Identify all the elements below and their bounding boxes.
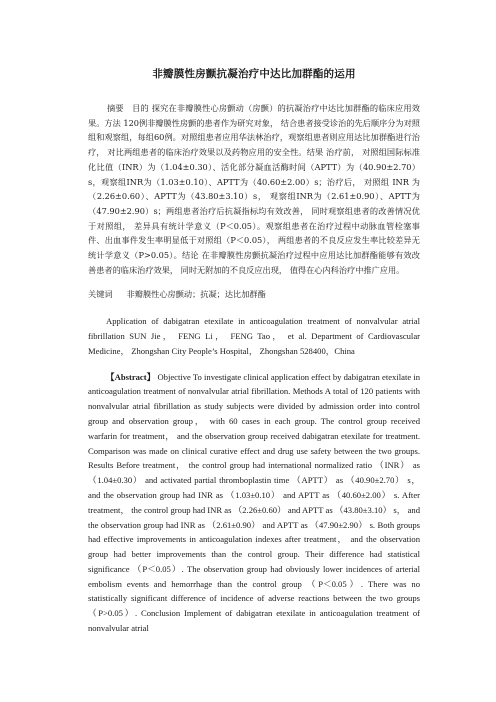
chinese-abstract: 摘要 目的 探究在非瓣膜性心房颤动（房颤）的抗凝治疗中达比加群酯的临床应用效果。方法 120例非瓣膜性房颤的患者作为研究对象， 结合患者接受诊治的先后顺序分为对照组和观察组，每组60例。对照组患者应用华法林治疗，观察组患者则应用达比加群酯进行治疗， 对比两组患者的临床治疗效果以及药物应用的安全性。结果 治疗前， 对照组国际标准化比值（INR）为（1.04±0.30）、活化部分凝血活酶时间（APTT）为（40.90±2.70）s，观察组INR为（1.03±0.10）、APTT为（40.60±2.00）s；治疗后， 对照组 INR 为（2.26±0.60）、APTT为（43.80±3.10）s， 观察组INR为（2.61±0.90）、APTT为（47.90±2.90）s；两组患者治疗后抗凝指标均有效改善， 同时观察组患者的改善情况优于对照组， 差异具有统计学意义（P＜0.05）。观察组患者在治疗过程中动脉血管栓塞事件、出血事件发生率明显低于对照组（P＜0.05）， 两组患者的不良反应发生率比较差异无统计学意义（P>0.05）。结论 在非瓣膜性房颤抗凝治疗过程中应用达比加群酯能够有效改善患者的临床治疗效果， 同时无附加的不良反应出现， 值得在心内科治疗中推广应用。 [88,103,420,275]
keywords-text: 非瓣膜性心房颤动；抗凝；达比加群酯 [126,289,266,300]
document-page [88,0,420,636]
keywords-label: 关键词 [88,289,113,300]
abstract-label: 【Abstract】 [106,371,156,382]
abstract-text: Objective To investigate clinical application effect by dabigatran etexilate in anticoagulation treatment of nonvalvular atrial fibrillation. Methods A total of 120 patients with nonvalvular atrial fibrillation as study subjects were divided by admission order into control group and observation group， with 60 cases in each group. The control group received warfarin for treatment， and the observation group received dabigatran etexilate for treatment. Comparison was made on clinical curative effect and drug use safety between the two groups. Results Before treatment， the control group had international normalized ratio （INR） as （1.04±0.30） and activated partial thromboplastin time （APTT） as （40.90±2.70） s， and the observation group had INR as （1.03±0.10） and APTT as （40.60±2.00） s. After treatment， the control group had INR as （2.26±0.60） and APTT as （43.80±3.10） s， and the observation group had INR as （2.61±0.90） and APTT as （47.90±2.90） s. Both groups had effective improvements in anticoagulation indexes after treatment， and the observation group had better improvements than the control group. Their difference had statistical significance （P＜0.05）. The observation group had obviously lower incidences of arterial embolism events and hemorrhage than the control group （P＜0.05）. There was no statistically significant difference of incidence of adverse reactions between the two groups （P>0.05）. Conclusion Implement of dabigatran etexilate in anticoagulation treatment of nonvalvular atrial [88,371,421,634]
chinese-keywords [88,287,420,302]
english-abstract [88,370,420,636]
english-title-affiliation: Application of dabigatran etexilate in anticoagulation treatment of nonvalvular atrial fibrillation SUN Jie， FENG Li， FENG Tao， et al. Department of Cardiovascular Medicine， Zhongshan City People’s Hospital， Zhongshan 528400，China [88,316,420,356]
paper-title: 非瓣膜性房颤抗凝治疗中达比加群酯的运用 [152,68,356,80]
